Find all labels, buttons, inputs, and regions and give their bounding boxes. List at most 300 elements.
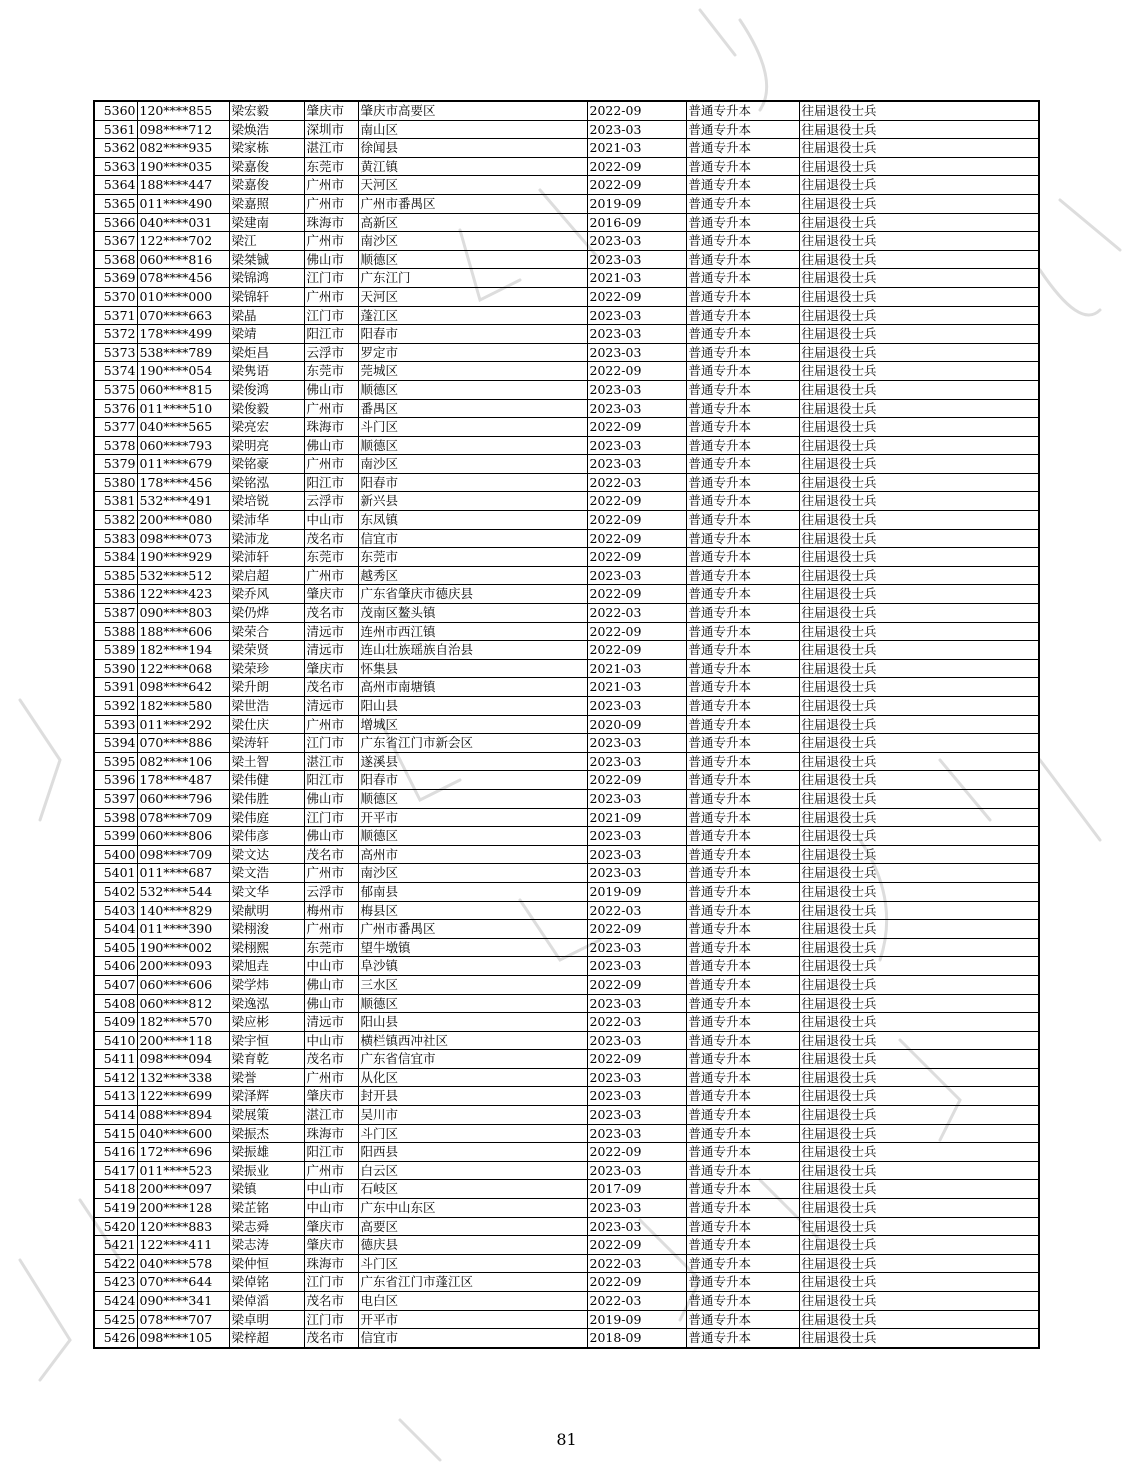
type-cell: 普通专升本 (686, 232, 799, 251)
date-cell: 2023-03 (587, 1068, 686, 1087)
type-cell: 普通专升本 (686, 938, 799, 957)
district-cell: 东凤镇 (358, 511, 587, 530)
city-cell: 云浮市 (304, 343, 358, 362)
category-cell: 往届退役士兵 (799, 1124, 1039, 1143)
table-row (94, 1254, 1039, 1273)
name-cell: 梁展策 (229, 1106, 304, 1125)
id-cell: 140****829 (137, 901, 229, 920)
district-cell: 徐闻县 (358, 139, 587, 158)
id-cell: 098****709 (137, 845, 229, 864)
category-cell: 往届退役士兵 (799, 752, 1039, 771)
name-cell: 梁土智 (229, 752, 304, 771)
table-row (94, 901, 1039, 920)
district-cell: 越秀区 (358, 566, 587, 585)
city-cell: 清远市 (304, 622, 358, 641)
district-cell: 番禺区 (358, 399, 587, 418)
name-cell: 梁铭泓 (229, 473, 304, 492)
name-cell: 梁升朗 (229, 678, 304, 697)
category-cell: 往届退役士兵 (799, 566, 1039, 585)
name-cell: 梁嘉俊 (229, 176, 304, 195)
seq-cell: 5360 (94, 101, 137, 120)
table-row (94, 975, 1039, 994)
seq-cell: 5393 (94, 715, 137, 734)
city-cell: 肇庆市 (304, 659, 358, 678)
type-cell: 普通专升本 (686, 604, 799, 623)
table-row (94, 1273, 1039, 1292)
category-cell: 往届退役士兵 (799, 418, 1039, 437)
name-cell: 梁俊鸿 (229, 380, 304, 399)
id-cell: 040****031 (137, 213, 229, 232)
table-row (94, 1310, 1039, 1329)
city-cell: 江门市 (304, 808, 358, 827)
seq-cell: 5415 (94, 1124, 137, 1143)
table-row (94, 1329, 1039, 1348)
category-cell: 往届退役士兵 (799, 1180, 1039, 1199)
date-cell: 2022-09 (587, 548, 686, 567)
city-cell: 清远市 (304, 697, 358, 716)
id-cell: 122****423 (137, 585, 229, 604)
category-cell: 往届退役士兵 (799, 213, 1039, 232)
id-cell: 172****696 (137, 1143, 229, 1162)
id-cell: 098****094 (137, 1050, 229, 1069)
seq-cell: 5416 (94, 1143, 137, 1162)
seq-cell: 5368 (94, 250, 137, 269)
name-cell: 梁振业 (229, 1161, 304, 1180)
id-cell: 532****512 (137, 566, 229, 585)
type-cell: 普通专升本 (686, 957, 799, 976)
district-cell: 信宜市 (358, 1329, 587, 1348)
district-cell: 阳西县 (358, 1143, 587, 1162)
name-cell: 梁嘉俊 (229, 157, 304, 176)
name-cell: 梁伟彦 (229, 827, 304, 846)
table-row (94, 1180, 1039, 1199)
id-cell: 188****606 (137, 622, 229, 641)
name-cell: 梁应彬 (229, 1013, 304, 1032)
type-cell: 普通专升本 (686, 325, 799, 344)
type-cell: 普通专升本 (686, 418, 799, 437)
date-cell: 2023-03 (587, 1106, 686, 1125)
district-cell: 高新区 (358, 213, 587, 232)
table-row (94, 1050, 1039, 1069)
district-cell: 顺德区 (358, 827, 587, 846)
category-cell: 往届退役士兵 (799, 1292, 1039, 1311)
category-cell: 往届退役士兵 (799, 120, 1039, 139)
city-cell: 江门市 (304, 306, 358, 325)
id-cell: 122****068 (137, 659, 229, 678)
seq-cell: 5364 (94, 176, 137, 195)
category-cell: 往届退役士兵 (799, 1050, 1039, 1069)
seq-cell: 5371 (94, 306, 137, 325)
city-cell: 湛江市 (304, 1106, 358, 1125)
type-cell: 普通专升本 (686, 920, 799, 939)
city-cell: 广州市 (304, 1161, 358, 1180)
table-row (94, 659, 1039, 678)
seq-cell: 5369 (94, 269, 137, 288)
city-cell: 广州市 (304, 287, 358, 306)
category-cell: 往届退役士兵 (799, 287, 1039, 306)
date-cell: 2021-09 (587, 808, 686, 827)
category-cell: 往届退役士兵 (799, 1031, 1039, 1050)
type-cell: 普通专升本 (686, 473, 799, 492)
seq-cell: 5411 (94, 1050, 137, 1069)
date-cell: 2022-09 (587, 771, 686, 790)
type-cell: 普通专升本 (686, 1329, 799, 1348)
seq-cell: 5404 (94, 920, 137, 939)
type-cell: 普通专升本 (686, 492, 799, 511)
name-cell: 梁倬铭 (229, 1273, 304, 1292)
district-cell: 斗门区 (358, 1124, 587, 1143)
date-cell: 2023-03 (587, 938, 686, 957)
category-cell: 往届退役士兵 (799, 604, 1039, 623)
date-cell: 2022-03 (587, 901, 686, 920)
city-cell: 肇庆市 (304, 1217, 358, 1236)
district-cell: 高州市南塘镇 (358, 678, 587, 697)
category-cell: 往届退役士兵 (799, 157, 1039, 176)
city-cell: 广州市 (304, 194, 358, 213)
name-cell: 梁育乾 (229, 1050, 304, 1069)
id-cell: 011****687 (137, 864, 229, 883)
district-cell: 遂溪县 (358, 752, 587, 771)
name-cell: 梁仍烨 (229, 604, 304, 623)
name-cell: 梁亮宏 (229, 418, 304, 437)
category-cell: 往届退役士兵 (799, 511, 1039, 530)
table-row (94, 678, 1039, 697)
type-cell: 普通专升本 (686, 827, 799, 846)
name-cell: 梁学炜 (229, 975, 304, 994)
district-cell: 广东省江门市新会区 (358, 734, 587, 753)
table-row (94, 771, 1039, 790)
id-cell: 190****054 (137, 362, 229, 381)
table-row (94, 994, 1039, 1013)
name-cell: 梁伟健 (229, 771, 304, 790)
seq-cell: 5365 (94, 194, 137, 213)
seq-cell: 5370 (94, 287, 137, 306)
seq-cell: 5409 (94, 1013, 137, 1032)
table-row (94, 511, 1039, 530)
city-cell: 阳江市 (304, 473, 358, 492)
city-cell: 东莞市 (304, 548, 358, 567)
district-cell: 广东江门 (358, 269, 587, 288)
district-cell: 莞城区 (358, 362, 587, 381)
date-cell: 2022-09 (587, 975, 686, 994)
category-cell: 往届退役士兵 (799, 1087, 1039, 1106)
category-cell: 往届退役士兵 (799, 1199, 1039, 1218)
name-cell: 梁世浩 (229, 697, 304, 716)
date-cell: 2022-09 (587, 641, 686, 660)
date-cell: 2023-03 (587, 1031, 686, 1050)
table-row (94, 864, 1039, 883)
table-row (94, 194, 1039, 213)
category-cell: 往届退役士兵 (799, 845, 1039, 864)
district-cell: 广东中山东区 (358, 1199, 587, 1218)
name-cell: 梁伟庭 (229, 808, 304, 827)
date-cell: 2022-03 (587, 473, 686, 492)
date-cell: 2023-03 (587, 994, 686, 1013)
table-row (94, 641, 1039, 660)
city-cell: 广州市 (304, 864, 358, 883)
category-cell: 往届退役士兵 (799, 269, 1039, 288)
district-cell: 连山壮族瑶族自治县 (358, 641, 587, 660)
city-cell: 茂名市 (304, 1329, 358, 1348)
type-cell: 普通专升本 (686, 269, 799, 288)
seq-cell: 5407 (94, 975, 137, 994)
table-row (94, 418, 1039, 437)
name-cell: 梁镇 (229, 1180, 304, 1199)
district-cell: 阳春市 (358, 473, 587, 492)
city-cell: 佛山市 (304, 250, 358, 269)
name-cell: 梁沛龙 (229, 529, 304, 548)
district-cell: 阳山县 (358, 697, 587, 716)
seq-cell: 5420 (94, 1217, 137, 1236)
city-cell: 清远市 (304, 641, 358, 660)
table-row (94, 1292, 1039, 1311)
seq-cell: 5376 (94, 399, 137, 418)
seq-cell: 5387 (94, 604, 137, 623)
date-cell: 2023-03 (587, 120, 686, 139)
city-cell: 肇庆市 (304, 585, 358, 604)
id-cell: 060****806 (137, 827, 229, 846)
name-cell: 梁靖 (229, 325, 304, 344)
table-row (94, 1124, 1039, 1143)
district-cell: 白云区 (358, 1161, 587, 1180)
seq-cell: 5381 (94, 492, 137, 511)
type-cell: 普通专升本 (686, 1199, 799, 1218)
category-cell: 往届退役士兵 (799, 1254, 1039, 1273)
city-cell: 珠海市 (304, 418, 358, 437)
category-cell: 往届退役士兵 (799, 1273, 1039, 1292)
category-cell: 往届退役士兵 (799, 101, 1039, 120)
seq-cell: 5403 (94, 901, 137, 920)
category-cell: 往届退役士兵 (799, 1068, 1039, 1087)
type-cell: 普通专升本 (686, 306, 799, 325)
category-cell: 往届退役士兵 (799, 1236, 1039, 1255)
table-row (94, 1161, 1039, 1180)
type-cell: 普通专升本 (686, 882, 799, 901)
seq-cell: 5397 (94, 789, 137, 808)
id-cell: 090****803 (137, 604, 229, 623)
date-cell: 2022-09 (587, 1143, 686, 1162)
district-cell: 顺德区 (358, 994, 587, 1013)
table-row (94, 213, 1039, 232)
district-cell: 天河区 (358, 287, 587, 306)
type-cell: 普通专升本 (686, 380, 799, 399)
seq-cell: 5389 (94, 641, 137, 660)
type-cell: 普通专升本 (686, 1087, 799, 1106)
seq-cell: 5386 (94, 585, 137, 604)
name-cell: 梁荣合 (229, 622, 304, 641)
name-cell: 梁家栋 (229, 139, 304, 158)
district-cell: 广东省信宜市 (358, 1050, 587, 1069)
id-cell: 011****523 (137, 1161, 229, 1180)
table-row (94, 622, 1039, 641)
city-cell: 广州市 (304, 566, 358, 585)
city-cell: 阳江市 (304, 771, 358, 790)
id-cell: 011****490 (137, 194, 229, 213)
district-cell: 信宜市 (358, 529, 587, 548)
city-cell: 茂名市 (304, 1050, 358, 1069)
type-cell: 普通专升本 (686, 678, 799, 697)
id-cell: 200****080 (137, 511, 229, 530)
seq-cell: 5405 (94, 938, 137, 957)
name-cell: 梁乔风 (229, 585, 304, 604)
date-cell: 2023-03 (587, 957, 686, 976)
name-cell: 梁栩熙 (229, 938, 304, 957)
seq-cell: 5419 (94, 1199, 137, 1218)
seq-cell: 5374 (94, 362, 137, 381)
date-cell: 2023-03 (587, 827, 686, 846)
type-cell: 普通专升本 (686, 659, 799, 678)
table-row (94, 1236, 1039, 1255)
district-cell: 广州市番禺区 (358, 194, 587, 213)
table-row (94, 1068, 1039, 1087)
id-cell: 200****093 (137, 957, 229, 976)
city-cell: 佛山市 (304, 827, 358, 846)
seq-cell: 5424 (94, 1292, 137, 1311)
category-cell: 往届退役士兵 (799, 176, 1039, 195)
date-cell: 2023-03 (587, 789, 686, 808)
table-row (94, 176, 1039, 195)
type-cell: 普通专升本 (686, 399, 799, 418)
name-cell: 梁伟胜 (229, 789, 304, 808)
city-cell: 茂名市 (304, 529, 358, 548)
city-cell: 肇庆市 (304, 1087, 358, 1106)
date-cell: 2019-09 (587, 1310, 686, 1329)
category-cell: 往届退役士兵 (799, 1329, 1039, 1348)
id-cell: 098****642 (137, 678, 229, 697)
table-row (94, 752, 1039, 771)
seq-cell: 5421 (94, 1236, 137, 1255)
table-row (94, 1106, 1039, 1125)
city-cell: 梅州市 (304, 901, 358, 920)
table-row (94, 157, 1039, 176)
name-cell: 梁晶 (229, 306, 304, 325)
seq-cell: 5385 (94, 566, 137, 585)
category-cell: 往届退役士兵 (799, 975, 1039, 994)
district-cell: 德庆县 (358, 1236, 587, 1255)
seq-cell: 5380 (94, 473, 137, 492)
name-cell: 梁宇恒 (229, 1031, 304, 1050)
seq-cell: 5362 (94, 139, 137, 158)
district-cell: 南沙区 (358, 232, 587, 251)
city-cell: 湛江市 (304, 139, 358, 158)
id-cell: 082****935 (137, 139, 229, 158)
name-cell: 梁沛华 (229, 511, 304, 530)
date-cell: 2023-03 (587, 864, 686, 883)
type-cell: 普通专升本 (686, 1180, 799, 1199)
type-cell: 普通专升本 (686, 1310, 799, 1329)
table-row (94, 380, 1039, 399)
table-row (94, 957, 1039, 976)
city-cell: 江门市 (304, 734, 358, 753)
name-cell: 梁明亮 (229, 436, 304, 455)
category-cell: 往届退役士兵 (799, 1217, 1039, 1236)
type-cell: 普通专升本 (686, 455, 799, 474)
name-cell: 梁振雄 (229, 1143, 304, 1162)
category-cell: 往届退役士兵 (799, 250, 1039, 269)
district-cell: 开平市 (358, 808, 587, 827)
name-cell: 梁炬昌 (229, 343, 304, 362)
page-number: 81 (556, 1430, 577, 1449)
category-cell: 往届退役士兵 (799, 920, 1039, 939)
seq-cell: 5400 (94, 845, 137, 864)
name-cell: 梁嘉照 (229, 194, 304, 213)
type-cell: 普通专升本 (686, 994, 799, 1013)
name-cell: 梁荣珍 (229, 659, 304, 678)
seq-cell: 5378 (94, 436, 137, 455)
id-cell: 200****118 (137, 1031, 229, 1050)
category-cell: 往届退役士兵 (799, 678, 1039, 697)
name-cell: 梁沛轩 (229, 548, 304, 567)
city-cell: 中山市 (304, 1031, 358, 1050)
id-cell: 190****929 (137, 548, 229, 567)
city-cell: 茂名市 (304, 678, 358, 697)
seq-cell: 5382 (94, 511, 137, 530)
type-cell: 普通专升本 (686, 845, 799, 864)
type-cell: 普通专升本 (686, 511, 799, 530)
date-cell: 2023-03 (587, 306, 686, 325)
date-cell: 2023-03 (587, 250, 686, 269)
date-cell: 2023-03 (587, 455, 686, 474)
city-cell: 茂名市 (304, 604, 358, 623)
seq-cell: 5383 (94, 529, 137, 548)
type-cell: 普通专升本 (686, 697, 799, 716)
type-cell: 普通专升本 (686, 1161, 799, 1180)
date-cell: 2023-03 (587, 399, 686, 418)
table-row (94, 1199, 1039, 1218)
district-cell: 怀集县 (358, 659, 587, 678)
district-cell: 横栏镇西冲社区 (358, 1031, 587, 1050)
seq-cell: 5390 (94, 659, 137, 678)
seq-cell: 5395 (94, 752, 137, 771)
table-row (94, 399, 1039, 418)
id-cell: 040****600 (137, 1124, 229, 1143)
type-cell: 普通专升本 (686, 864, 799, 883)
name-cell: 梁倬滔 (229, 1292, 304, 1311)
district-cell: 肇庆市高要区 (358, 101, 587, 120)
category-cell: 往届退役士兵 (799, 548, 1039, 567)
city-cell: 江门市 (304, 269, 358, 288)
id-cell: 090****341 (137, 1292, 229, 1311)
type-cell: 普通专升本 (686, 641, 799, 660)
date-cell: 2023-03 (587, 566, 686, 585)
date-cell: 2023-03 (587, 232, 686, 251)
type-cell: 普通专升本 (686, 101, 799, 120)
date-cell: 2021-03 (587, 139, 686, 158)
id-cell: 200****128 (137, 1199, 229, 1218)
city-cell: 江门市 (304, 1310, 358, 1329)
type-cell: 普通专升本 (686, 1106, 799, 1125)
category-cell: 往届退役士兵 (799, 957, 1039, 976)
date-cell: 2022-03 (587, 1254, 686, 1273)
id-cell: 060****816 (137, 250, 229, 269)
type-cell: 普通专升本 (686, 789, 799, 808)
category-cell: 往届退役士兵 (799, 641, 1039, 660)
table-row (94, 808, 1039, 827)
table-row (94, 1031, 1039, 1050)
date-cell: 2022-03 (587, 1013, 686, 1032)
date-cell: 2022-09 (587, 529, 686, 548)
category-cell: 往届退役士兵 (799, 1310, 1039, 1329)
type-cell: 普通专升本 (686, 771, 799, 790)
category-cell: 往届退役士兵 (799, 325, 1039, 344)
seq-cell: 5406 (94, 957, 137, 976)
table-row (94, 827, 1039, 846)
date-cell: 2018-09 (587, 1329, 686, 1348)
date-cell: 2022-09 (587, 492, 686, 511)
seq-cell: 5394 (94, 734, 137, 753)
category-cell: 往届退役士兵 (799, 1161, 1039, 1180)
category-cell: 往届退役士兵 (799, 697, 1039, 716)
